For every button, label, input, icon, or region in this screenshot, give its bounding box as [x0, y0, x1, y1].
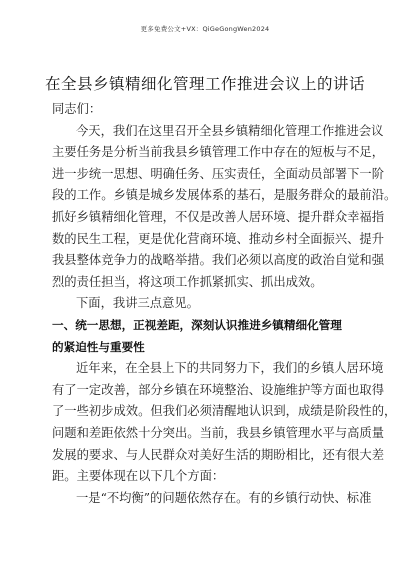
paragraph-3-line: 有了一定改善，部分乡镇在环境整治、设施维护等方面也取得	[52, 382, 385, 397]
paragraph-1-line: 数的民生工程，更是优化营商环境、推动乡村全面振兴、提升	[52, 231, 385, 246]
paragraph-1-line: 段的工作。乡镇是城乡发展体系的基石，是服务群众的最前沿。	[52, 188, 397, 203]
section-heading-line: 的紧迫性与重要性	[52, 339, 145, 354]
paragraph-1-line: 我县整体竞争力的战略举措。我们必须以高度的政治自觉和强	[52, 253, 385, 268]
paragraph-3-line: 了一些初步成效。但我们必须清醒地认识到，成绩是阶段性的，	[52, 404, 397, 419]
paragraph-3-line: 距。主要体现在以下几个方面：	[52, 469, 225, 484]
document-body	[52, 99, 397, 509]
header-note: 更多免费公文+VX：QiGeGongWen2024	[140, 25, 270, 33]
paragraph-3-line: 近年来，在全县上下的共同努力下，我们的乡镇人居环境	[76, 361, 384, 376]
paragraph-1-line: 进一步统一思想、明确任务、压实责任，全面动员部署下一阶	[52, 166, 385, 181]
paragraph-4-line: 一是“不均衡”的问题依然存在。有的乡镇行动快、标准	[76, 490, 372, 505]
paragraph-3-line: 发展的要求、与人民群众对美好生活的期盼相比，还有很大差	[52, 447, 385, 462]
paragraph-1-line: 抓好乡镇精细化管理，不仅是改善人居环境、提升群众幸福指	[52, 209, 385, 224]
salutation: 同志们：	[52, 102, 102, 116]
paragraph-1-line: 今天，我们在这里召开全县乡镇精细化管理工作推进会议	[76, 123, 384, 138]
document-title: 在全县乡镇精细化管理工作推进会议上的讲话	[44, 75, 365, 93]
paragraph-1-line: 烈的责任担当，将这项工作抓紧抓实、抓出成效。	[52, 274, 323, 289]
paragraph-3-line: 问题和差距依然十分突出。当前，我县乡镇管理水平与高质量	[52, 425, 385, 440]
paragraph-1-line: 主要任务是分析当前我县乡镇管理工作中存在的短板与不足，	[52, 145, 385, 160]
section-heading-line: 一、统一思想，正视差距，深刻认识推进乡镇精细化管理	[52, 317, 342, 332]
paragraph-2-line: 下面，我讲三点意见。	[76, 296, 199, 311]
